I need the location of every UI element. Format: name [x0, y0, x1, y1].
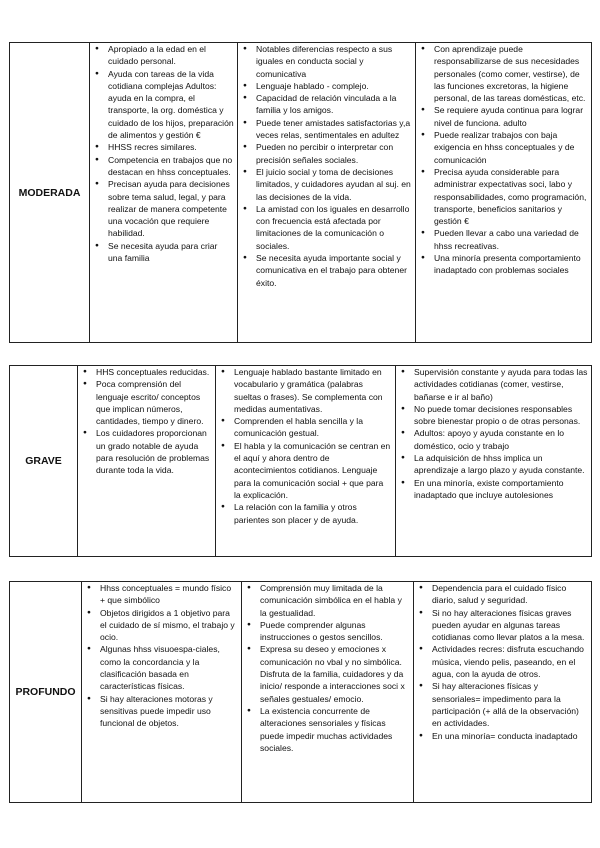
column-cell — [90, 43, 238, 343]
bullet-item: ● HHSS recres similares. — [90, 141, 237, 153]
bullet-item: ● Actividades recres: disfruta escuchando música, viendo pelis, paseando, en el agua, con la ayuda de otros. — [414, 643, 591, 680]
bullet-item: ● Poca comprensión del lenguaje escrito/ conceptos que implican números, cantidades, tiempo y dinero. — [78, 378, 215, 427]
bullet-list — [242, 582, 413, 754]
bullet-list — [82, 582, 241, 730]
column-cell — [414, 582, 592, 803]
bullet-list — [396, 366, 591, 501]
column-cell — [78, 366, 216, 557]
bullet-list — [414, 582, 591, 742]
bullet-item: ● La existencia concurrente de alteraciones sensoriales y físicas puede impedir muchas actividades sociales. — [242, 705, 413, 754]
column-cell — [396, 366, 592, 557]
bullet-item: ● Precisa ayuda considerable para administrar expectativas soci, labo y responsabilidades, como programación, transporte, beneficios sanitarios y gestión € — [416, 166, 591, 227]
bullet-item: ● El juicio social y toma de decisiones limitados, y cuidadores ayudan al suj. en las decisiones de la vida. — [238, 166, 415, 203]
bullet-item: ● Si hay alteraciones físicas y sensoriales= impedimento para la participación (+ allá de la observación) en actividades. — [414, 680, 591, 729]
bullet-item: ● La adquisición de hhss implica un aprendizaje a largo plazo y ayuda constante. — [396, 452, 591, 477]
bullet-item: ● Si hay alteraciones motoras y sensitivas puede impedir uso funcional de objetos. — [82, 693, 241, 730]
bullet-list — [238, 43, 415, 289]
column-cell — [238, 43, 416, 343]
bullet-item: ● El habla y la comunicación se centran en el aquí y ahora dentro de acontecimientos cotidianos. Lenguaje para la comunicación social + que para la explicación. — [216, 440, 395, 501]
bullet-item: ● Capacidad de relación vinculada a la familia y los amigos. — [238, 92, 415, 117]
bullet-item: ● En una minoría= conducta inadaptado — [414, 730, 591, 742]
bullet-item: ● La amistad con los iguales en desarrollo con frecuencia está afectada por limitaciones de la comunicación o sociales. — [238, 203, 415, 252]
bullet-item: ● Pueden no percibir o interpretar con precisión señales sociales. — [238, 141, 415, 166]
bullet-item: ● Objetos dirigidos a 1 objetivo para el cuidado de sí mismo, el trabajo y ocio. — [82, 607, 241, 644]
bullet-item: ● Con aprendizaje puede responsabilizarse de sus necesidades personales (como comer, vestirse), de las funciones excretoras, la higiene personal, de las tareas domésticas, etc. — [416, 43, 591, 104]
bullet-item: ● Supervisión constante y ayuda para todas las actividades cotidianas (comer, vestirse, bañarse e ir al baño) — [396, 366, 591, 403]
bullet-item: ● Puede tener amistades satisfactorias y,a veces relas, sentimentales en adultez — [238, 117, 415, 142]
column-cell — [216, 366, 396, 557]
bullet-item: ● Lenguaje hablado bastante limitado en vocabulario y gramática (palabras sueltas o frases). Se complementa con medidas aumentativas. — [216, 366, 395, 415]
bullet-item: ● Notables diferencias respecto a sus iguales en conducta social y comunicativa — [238, 43, 415, 80]
bullet-item: ● Se necesita ayuda importante social y comunicativa en el trabajo para obtener éxito. — [238, 252, 415, 289]
bullet-item: ● Expresa su deseo y emociones x comunicación no vbal y no simbólica. Disfruta de la familia, cuidadores y da inicio/ responde a interacciones soci x señales gestuales/ emocio. — [242, 643, 413, 704]
bullet-item: ● Ayuda con tareas de la vida cotidiana complejas Adultos: ayuda en la compra, el transporte, la org. doméstica y cuidado de los hijos, preparación de alimentos y gestión € — [90, 68, 237, 142]
bullet-item: ● Puede realizar trabajos con baja exigencia en hhss conceptuales y de comunicación — [416, 129, 591, 166]
bullet-item: ● Una minoría presenta comportamiento inadaptado con problemas sociales — [416, 252, 591, 277]
column-cell — [242, 582, 414, 803]
table-moderada — [9, 42, 592, 343]
bullet-item: ● Los cuidadores proporcionan un grado notable de ayuda para resolución de problemas durante toda la vida. — [78, 427, 215, 476]
level-label-grave: GRAVE — [10, 366, 78, 557]
level-label-moderada: MODERADA — [10, 43, 90, 343]
bullet-item: ● No puede tomar decisiones responsables sobre bienestar propio o de otras personas. — [396, 403, 591, 428]
bullet-item: ● Algunas hhss visuoespa-ciales, como la concordancia y la clasificación basada en características físicas. — [82, 643, 241, 692]
bullet-item: ● Comprenden el habla sencilla y la comunicación gestual. — [216, 415, 395, 440]
bullet-list — [90, 43, 237, 264]
bullet-item: ● Comprensión muy limitada de la comunicación simbólica en el habla y la gestualidad. — [242, 582, 413, 619]
bullet-item: ● Apropiado a la edad en el cuidado personal. — [90, 43, 237, 68]
table-profundo — [9, 581, 592, 803]
bullet-list — [416, 43, 591, 277]
table-grave — [9, 365, 592, 557]
bullet-item: ● Lenguaje hablado - complejo. — [238, 80, 415, 92]
bullet-item: ● Se requiere ayuda continua para lograr nivel de funciona. adulto — [416, 104, 591, 129]
bullet-item: ● Adultos: apoyo y ayuda constante en lo doméstico, ocio y trabajo — [396, 427, 591, 452]
bullet-item: ● Se necesita ayuda para criar una familia — [90, 240, 237, 265]
bullet-item: ● La relación con la familia y otros parientes son placer y de ayuda. — [216, 501, 395, 526]
bullet-item: ● Hhss conceptuales = mundo físico + que simbólico — [82, 582, 241, 607]
column-cell — [82, 582, 242, 803]
bullet-item: ● Pueden llevar a cabo una variedad de hhss recreativas. — [416, 227, 591, 252]
bullet-item: ● Si no hay alteraciones físicas graves pueden ayudar en algunas tareas cotidianas como llevar platos a la mesa. — [414, 607, 591, 644]
bullet-list — [216, 366, 395, 526]
bullet-item: ● Dependencia para el cuidado físico diario, salud y seguridad. — [414, 582, 591, 607]
bullet-item: ● Precisan ayuda para decisiones sobre tema salud, legal, y para realizar de manera competente una vocación que requiere habilidad. — [90, 178, 237, 239]
level-label-profundo: PROFUNDO — [10, 582, 82, 803]
bullet-item: ● HHS conceptuales reducidas. — [78, 366, 215, 378]
column-cell — [416, 43, 592, 343]
bullet-item: ● Puede comprender algunas instrucciones o gestos sencillos. — [242, 619, 413, 644]
bullet-list — [78, 366, 215, 477]
bullet-item: ● En una minoría, existe comportamiento inadaptado que incluye autolesiones — [396, 477, 591, 502]
bullet-item: ● Competencia en trabajos que no destacan en hhss conceptuales. — [90, 154, 237, 179]
